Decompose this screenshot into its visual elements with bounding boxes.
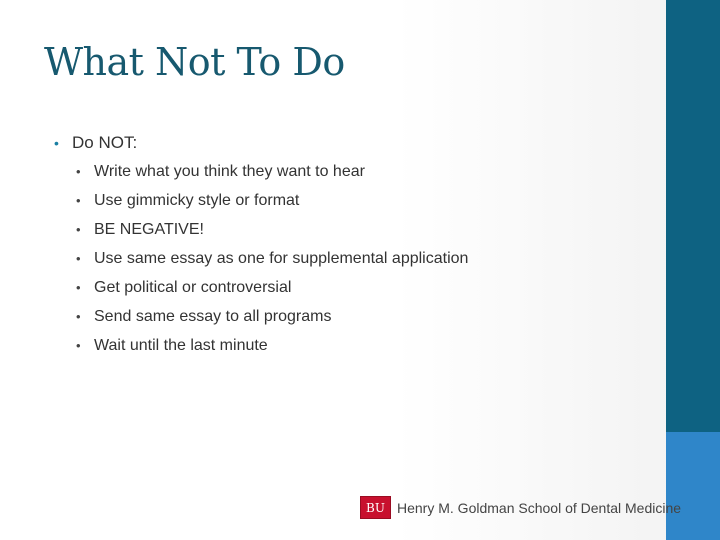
- sub-bullet-item: [76, 279, 660, 308]
- sub-bullet-text: Get political or controversial: [94, 279, 292, 296]
- bullet-icon: •: [76, 280, 81, 295]
- bullet-item: [54, 133, 660, 157]
- sub-bullet-item: [76, 163, 660, 192]
- sub-bullet-text: Use gimmicky style or format: [94, 192, 300, 209]
- sub-bullet-text: Write what you think they want to hear: [94, 163, 365, 180]
- bullet-icon: •: [76, 251, 81, 266]
- bullet-icon: •: [76, 338, 81, 353]
- sub-bullet-item: [76, 337, 660, 366]
- sub-bullet-list: [76, 163, 660, 366]
- sub-bullet-text: BE NEGATIVE!: [94, 221, 204, 238]
- bullet-icon: •: [76, 164, 81, 179]
- bullet-icon: •: [76, 193, 81, 208]
- sub-bullet-text: Wait until the last minute: [94, 337, 268, 354]
- sub-bullet-item: [76, 250, 660, 279]
- bullet-icon: •: [54, 135, 59, 151]
- bullet-label: Do NOT:: [72, 133, 138, 152]
- sub-bullet-text: Send same essay to all programs: [94, 308, 332, 325]
- school-logo: [360, 496, 681, 519]
- sub-bullet-item: [76, 308, 660, 337]
- slide-title: What Not To Do: [44, 40, 345, 84]
- sub-bullet-item: [76, 221, 660, 250]
- side-accent-bar-bottom: [666, 432, 720, 540]
- slide-body: [54, 133, 660, 366]
- sub-bullet-text: Use same essay as one for supplemental application: [94, 250, 469, 267]
- bu-logo-mark: BU: [360, 496, 391, 519]
- bullet-icon: •: [76, 309, 81, 324]
- side-accent-bar-top: [666, 0, 720, 432]
- school-name: Henry M. Goldman School of Dental Medicine: [397, 499, 682, 516]
- bullet-icon: •: [76, 222, 81, 237]
- sub-bullet-item: [76, 192, 660, 221]
